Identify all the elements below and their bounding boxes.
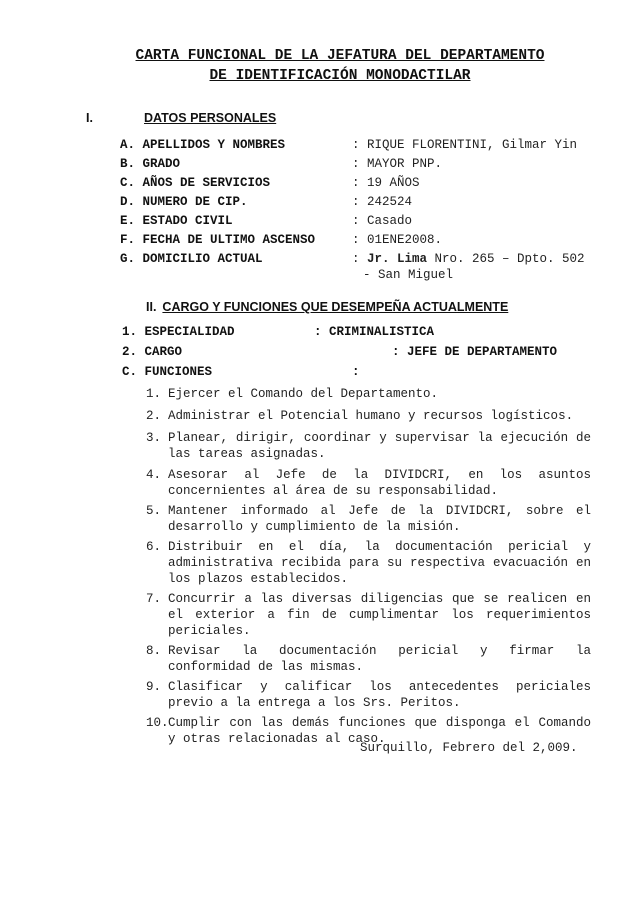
field-label: E. ESTADO CIVIL	[120, 214, 233, 228]
field-label: G. DOMICILIO ACTUAL	[120, 252, 263, 266]
field-label: F. FECHA DE ULTIMO ASCENSO	[120, 233, 316, 247]
section-2-heading: CARGO Y FUNCIONES QUE DESEMPEÑA ACTUALMENTE	[162, 300, 509, 314]
field-label: A. APELLIDOS Y NOMBRES	[120, 138, 286, 152]
function-text: Planear, dirigir, coordinar y supervisar la ejecución de las tareas asignadas.	[168, 431, 591, 461]
function-item	[146, 430, 591, 462]
function-item	[146, 408, 591, 424]
especialidad-row	[122, 325, 435, 339]
function-item	[146, 503, 591, 535]
function-number: 4.	[146, 468, 162, 482]
function-text: Revisar la documentación pericial y firmar la conformidad de las mismas.	[168, 644, 591, 674]
especialidad-value: : CRIMINALISTICA	[314, 325, 435, 339]
street-name: Jr. Lima	[367, 252, 428, 266]
function-text: Ejercer el Comando del Departamento.	[168, 387, 439, 401]
field-value: : 242524	[352, 195, 413, 209]
especialidad-label: 1. ESPECIALIDAD	[122, 325, 235, 339]
function-item	[146, 539, 591, 587]
signature-line: Surquillo, Febrero del 2,009.	[360, 741, 578, 755]
function-number: 7.	[146, 592, 162, 606]
function-text: Cumplir con las demás funciones que disponga el Comando y otras relacionadas al caso.	[168, 716, 591, 746]
field-label: C. AÑOS DE SERVICIOS	[120, 176, 271, 190]
function-number: 5.	[146, 504, 162, 518]
function-item	[146, 643, 591, 675]
field-value: : Casado	[352, 214, 413, 228]
section-1-heading: DATOS PERSONALES	[144, 111, 277, 125]
function-text: Concurrir a las diversas diligencias que se realicen en el exterior a fin de cumplimentar los requerimientos periciales.	[168, 592, 591, 638]
section-2-header	[146, 300, 508, 314]
funciones-row	[122, 365, 360, 379]
function-item	[146, 591, 591, 639]
function-item	[146, 467, 591, 499]
field-value: : MAYOR PNP.	[352, 157, 443, 171]
function-text: Administrar el Potencial humano y recursos logísticos.	[168, 409, 574, 423]
function-item	[146, 386, 591, 402]
function-number: 1.	[146, 387, 162, 401]
function-text: Clasificar y calificar los antecedentes periciales previo a la entrega a los Srs. Peritos.	[168, 680, 591, 710]
function-number: 3.	[146, 431, 162, 445]
address-line-2: - San Miguel	[363, 268, 454, 282]
title-line-2: DE IDENTIFICACIÓN MONODACTILAR	[209, 68, 471, 84]
title-line-1: CARTA FUNCIONAL DE LA JEFATURA DEL DEPARTAMENTO	[135, 48, 545, 64]
field-label: D. NUMERO DE CIP.	[120, 195, 248, 209]
document-title	[80, 46, 600, 86]
function-text: Asesorar al Jefe de la DIVIDCRI, en los asuntos concernientes al área de su responsabilidad.	[168, 468, 591, 498]
function-text: Distribuir en el día, la documentación pericial y administrativa recibida para su respectiva evacuación en los plazos establecidos.	[168, 540, 591, 586]
cargo-row	[122, 345, 558, 359]
section-2-numeral: II.	[146, 300, 157, 314]
function-item	[146, 679, 591, 711]
function-number: 8.	[146, 644, 162, 658]
value-prefix: :	[352, 252, 368, 266]
function-text: Mantener informado al Jefe de la DIVIDCRI, sobre el desarrollo y cumplimiento de la misión.	[168, 504, 591, 534]
function-number: 9.	[146, 680, 162, 694]
field-value: : RIQUE FLORENTINI, Gilmar Yin	[352, 138, 578, 152]
funciones-colon: :	[352, 365, 360, 379]
cargo-value: : JEFE DE DEPARTAMENTO	[392, 345, 558, 359]
field-value: : 19 AÑOS	[352, 176, 420, 190]
function-number: 2.	[146, 409, 162, 423]
function-number: 10.	[146, 716, 169, 730]
funciones-label: C. FUNCIONES	[122, 365, 213, 379]
function-number: 6.	[146, 540, 162, 554]
address-rest: Nro. 265 – Dpto. 502	[427, 252, 585, 266]
section-1-header	[86, 111, 277, 125]
field-label: B. GRADO	[120, 157, 181, 171]
cargo-label: 2. CARGO	[122, 345, 183, 359]
section-1-numeral: I.	[86, 111, 93, 125]
field-value: : 01ENE2008.	[352, 233, 443, 247]
